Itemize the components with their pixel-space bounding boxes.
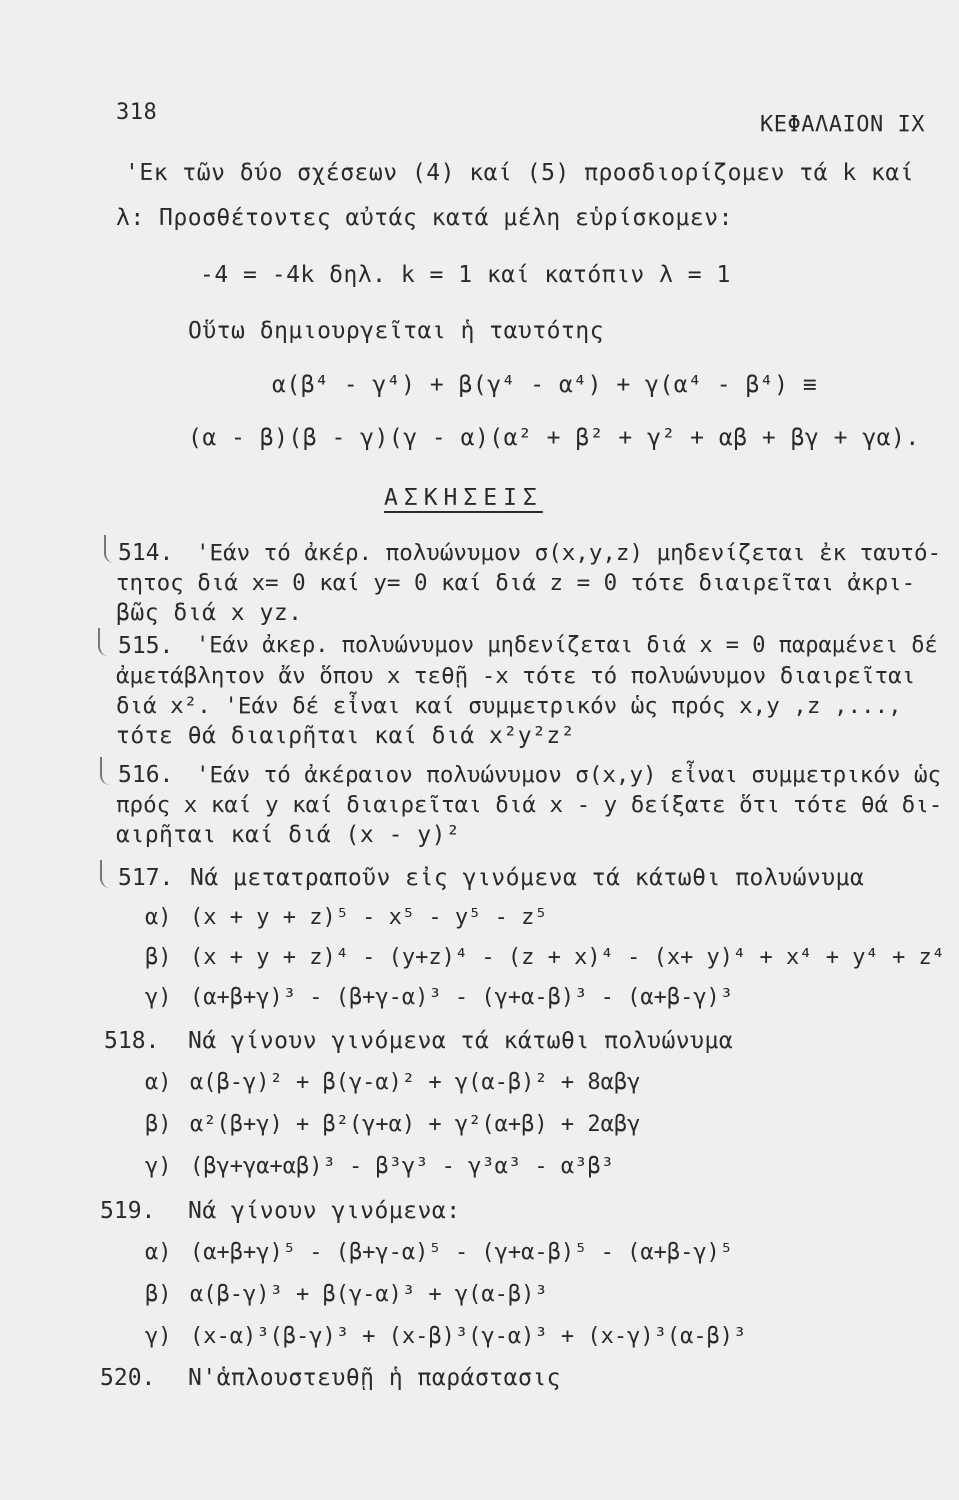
intro-line-4: Οὕτω δημιουργεῖται ἡ ταυτότης (188, 318, 605, 344)
item-expression: (x-α)³(β-γ)³ + (x-β)³(γ-α)³ + (x-γ)³(α-β)³ (190, 1324, 747, 1349)
exercise-heading: Νά μετατραποῦν εἰς γινόμενα τά κάτωθι πολυώνυμα (190, 865, 865, 891)
item-label: β) (145, 1282, 172, 1307)
item-expression: α(β-γ)³ + β(γ-α)³ + γ(α-β)³ (190, 1282, 548, 1307)
exercise-line: 'Εάν τό ἀκέραιον πολυώνυμον σ(x,y) εἶναι συμμετρικόν ὡς (196, 762, 942, 788)
item-expression: (α+β+γ)³ - (β+γ-α)³ - (γ+α-β)³ - (α+β-γ)³ (190, 985, 734, 1010)
item-label: γ) (145, 1324, 172, 1349)
exercise-number: 520. (100, 1365, 156, 1391)
item-label: α) (145, 1070, 172, 1095)
exercise-number: 518. (104, 1028, 160, 1054)
exercise-line: αιρῆται καί διά (x - y)² (116, 822, 461, 848)
item-label: β) (145, 1112, 172, 1137)
margin-mark (104, 535, 116, 563)
exercise-number: 517. (118, 865, 174, 891)
intro-line-3: -4 = -4k δηλ. k = 1 καί κατόπιν λ = 1 (200, 262, 731, 288)
exercise-number: 514. (118, 540, 174, 566)
exercise-heading: Νά γίνουν γινόμενα: (188, 1198, 461, 1224)
exercise-line: διά x². 'Εάν δέ εἶναι καί συμμετρικόν ὡς πρός x,y ,z ,..., (116, 693, 902, 719)
item-label: γ) (145, 1154, 172, 1179)
page-number: 318 (116, 100, 158, 125)
exercise-number: 519. (100, 1198, 156, 1224)
margin-mark (98, 628, 110, 656)
exercise-line: 'Εάν τό ἀκέρ. πολυώνυμον σ(x,y,z) μηδενίζεται ἐκ ταυτό- (196, 540, 942, 566)
identity-line-2: (α - β)(β - γ)(γ - α)(α² + β² + γ² + αβ + βγ + γα). (188, 425, 920, 451)
item-expression: α(β-γ)² + β(γ-α)² + γ(α-β)² + 8αβγ (190, 1070, 641, 1095)
exercise-line: τότε θά διαιρῆται καί διά x²y²z² (116, 723, 576, 749)
section-title: ΑΣΚΗΣΕΙΣ (384, 485, 543, 511)
item-expression: (x + y + z)⁵ - x⁵ - y⁵ - z⁵ (190, 905, 548, 930)
exercise-line: 'Εάν ἀκερ. πολυώνυμον μηδενίζεται διά x = 0 παραμένει δέ (196, 633, 938, 658)
exercise-line: ἀμετάβλητον ἄν ὅπου x τεθῇ -x τότε τό πολυώνυμον διαιρεῖται (116, 663, 916, 689)
exercise-number: 515. (118, 633, 174, 659)
intro-line-1: 'Εκ τῶν δύο σχέσεων (4) καί (5) προσδιορίζομεν τά k καί (125, 160, 915, 186)
item-label: γ) (145, 985, 172, 1010)
item-expression: (α+β+γ)⁵ - (β+γ-α)⁵ - (γ+α-β)⁵ - (α+β-γ)⁵ (190, 1240, 734, 1265)
item-expression: (x + y + z)⁴ - (y+z)⁴ - (z + x)⁴ - (x+ y)⁴ + x⁴ + y⁴ + z⁴ (190, 945, 945, 970)
exercise-line: τητος διά x= 0 καί y= 0 καί διά z = 0 τότε διαιρεῖται ἀκρι- (116, 570, 916, 596)
exercise-heading: Ν'ἁπλουστευθῇ ἡ παράστασις (188, 1365, 562, 1391)
margin-mark (100, 860, 112, 888)
exercise-line: βῶς διά x yz. (116, 600, 303, 626)
identity-line-1: α(β⁴ - γ⁴) + β(γ⁴ - α⁴) + γ(α⁴ - β⁴) ≡ (272, 372, 818, 398)
item-expression: α²(β+γ) + β²(γ+α) + γ²(α+β) + 2αβγ (190, 1112, 641, 1137)
chapter-title: ΚΕΦΑΛΑΙΟΝ ΙΧ (760, 112, 925, 137)
intro-line-2: λ: Προσθέτοντες αὐτάς κατά μέλη εὑρίσκομεν: (116, 205, 733, 231)
item-label: α) (145, 905, 172, 930)
item-label: β) (145, 945, 172, 970)
exercise-line: πρός x καί y καί διαιρεῖται διά x - y δείξατε ὅτι τότε θά δι- (116, 792, 943, 818)
item-expression: (βγ+γα+αβ)³ - β³γ³ - γ³α³ - α³β³ (190, 1154, 614, 1179)
exercise-heading: Νά γίνουν γινόμενα τά κάτωθι πολυώνυμα (188, 1028, 734, 1054)
item-label: α) (145, 1240, 172, 1265)
margin-mark (100, 757, 112, 785)
exercise-number: 516. (118, 762, 174, 788)
